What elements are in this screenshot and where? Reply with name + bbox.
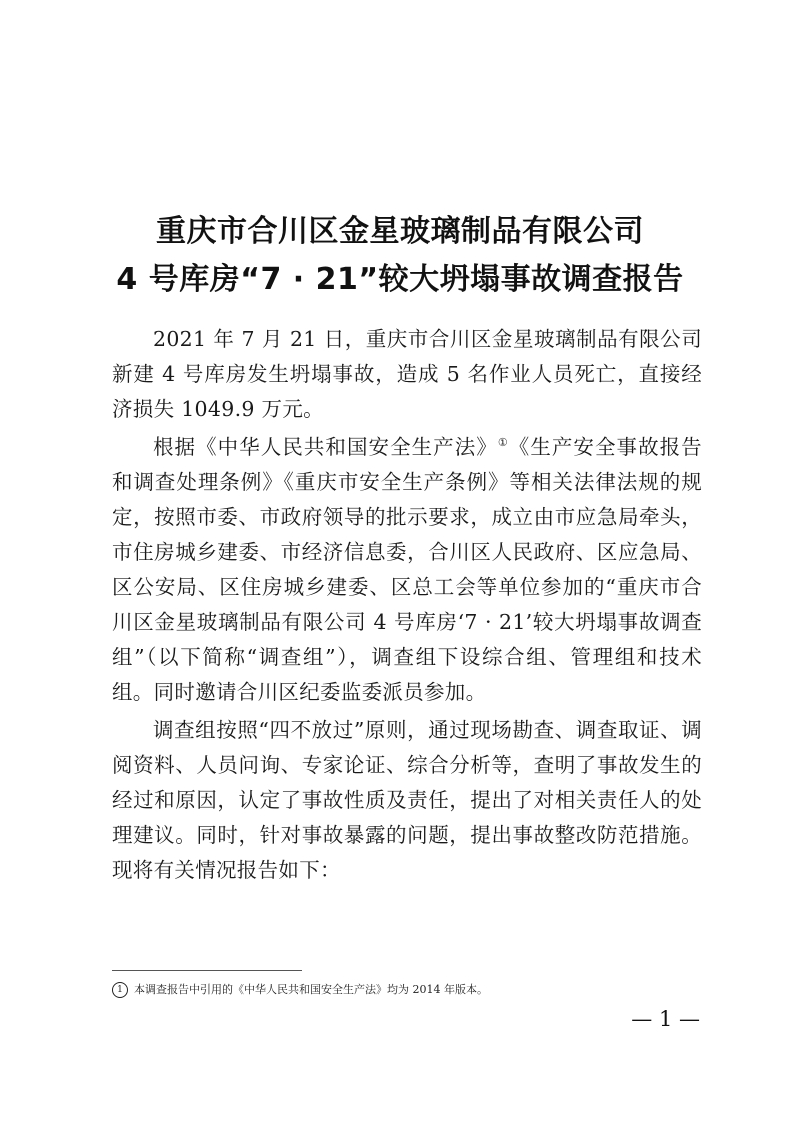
paragraph-legal-basis [112,430,702,710]
legal-basis-text-rest: 《生产安全事故报告和调查处理条例》《重庆市安全生产条例》等相关法律法规的规定，按照市委、市政府领导的批示要求，成立由市应急局牵头，市住房城乡建委、市经济信息委，合川区人民政府、区应急局、区公安局、区住房城乡建委、区总工会等单位参加的“重庆市合川区金星玻璃制品有限公司 4 号库房‘7 · 21’较大坍塌事故调查组”（以下简称“调查组”），调查组下设综合组、管理组和技术组。同时邀请合川区纪委监委派员参加。 [112,435,702,704]
report-body [112,322,702,888]
legal-basis-text-start: 根据《中华人民共和国安全生产法》 [153,435,498,459]
footnote [112,982,702,998]
page-number: — 1 — [631,1007,700,1031]
paragraph-accident-summary: 2021 年 7 月 21 日，重庆市合川区金星玻璃制品有限公司新建 4 号库房发生坍塌事故，造成 5 名作业人员死亡，直接经济损失 1049.9 万元。 [112,327,702,421]
footnote-reference-mark: ① [497,436,509,450]
report-title-line-1: 重庆市合川区金星玻璃制品有限公司 [156,214,644,249]
footnote-number: 1 [112,982,128,998]
paragraph-investigation-method: 调查组按照“四不放过”原则，通过现场勘查、调查取证、调阅资料、人员问询、专家论证、综合分析等，查明了事故发生的经过和原因，认定了事故性质及责任，提出了对相关责任人的处理建议。同时，针对事故暴露的问题，提出事故整改防范措施。现将有关情况报告如下： [112,718,702,882]
footnote-text: 本调查报告中引用的《中华人民共和国安全生产法》均为 2014 年版本。 [134,983,488,996]
footnote-divider [112,970,302,971]
report-title-line-2: 4 号库房“7 · 21”较大坍塌事故调查报告 [116,262,684,297]
